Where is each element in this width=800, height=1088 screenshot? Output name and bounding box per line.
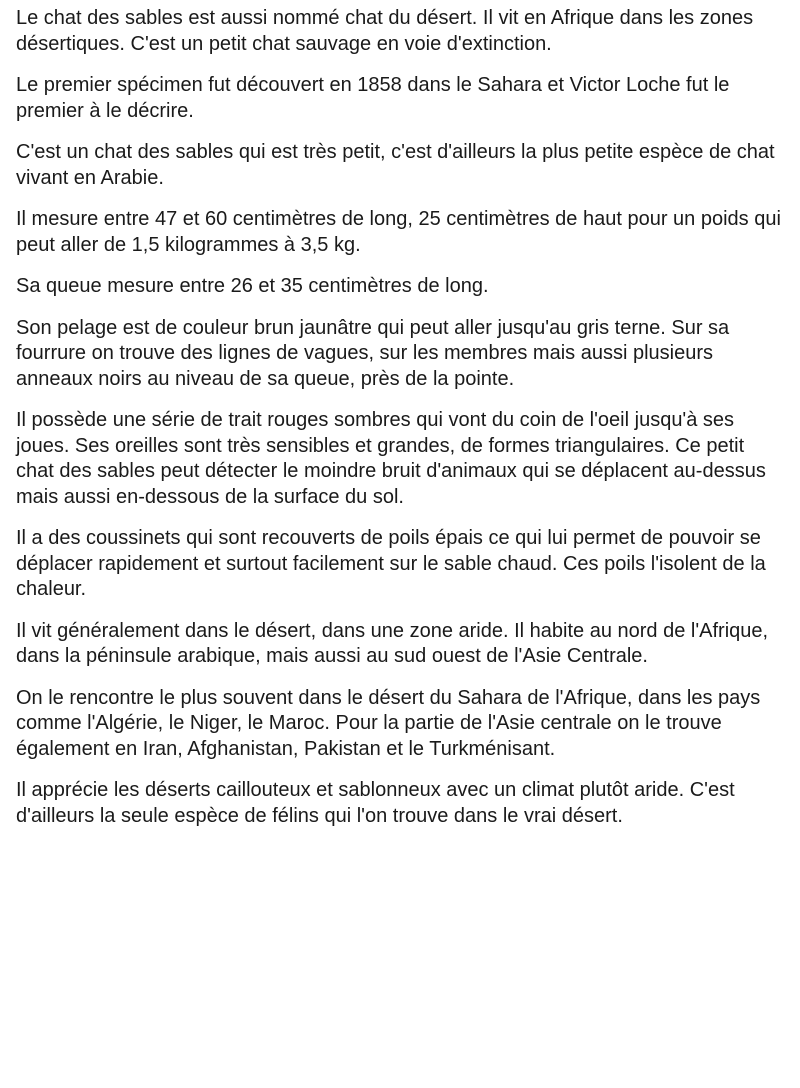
- paragraph-paws: Il a des coussinets qui sont recouverts de poils épais ce qui lui permet de pouvoir se déplacer rapidement et surtout facilement sur le sable chaud. Ces poils l'isolent de la chaleur.: [16, 527, 766, 600]
- paragraph-tail: Sa queue mesure entre 26 et 35 centimètres de long.: [16, 275, 489, 297]
- paragraph-size: C'est un chat des sables qui est très petit, c'est d'ailleurs la plus petite espèce de chat vivant en Arabie.: [16, 141, 775, 189]
- paragraph-habitat: Il vit généralement dans le désert, dans une zone aride. Il habite au nord de l'Afrique, dans la péninsule arabique, mais aussi au sud ouest de l'Asie Centrale.: [16, 619, 769, 667]
- paragraph-range: On le rencontre le plus souvent dans le désert du Sahara de l'Afrique, dans les pays comme l'Algérie, le Niger, le Maroc. Pour la partie de l'Asie centrale on le trouve également en Iran, Afghanistan, Pakistan et le Turkménisant.: [16, 686, 761, 760]
- paragraph-measurements: Il mesure entre 47 et 60 centimètres de long, 25 centimètres de haut pour un poids qui peut aller de 1,5 kilogrammes à 3,5 kg.: [16, 208, 781, 256]
- paragraph-discovery: Le premier spécimen fut découvert en 1858 dans le Sahara et Victor Loche fut le premier à le décrire.: [16, 74, 730, 122]
- paragraph-intro: Le chat des sables est aussi nommé chat du désert. Il vit en Afrique dans les zones désertiques. C'est un petit chat sauvage en voie d'extinction.: [16, 7, 754, 55]
- paragraph-fur: Son pelage est de couleur brun jaunâtre qui peut aller jusqu'au gris terne. Sur sa fourrure on trouve des lignes de vagues, sur les membres mais aussi plusieurs anneaux noirs au niveau de sa queue, près de la pointe.: [16, 316, 730, 390]
- paragraph-deserts: Il apprécie les déserts caillouteux et sablonneux avec un climat plutôt aride. C'est d'ailleurs la seule espèce de félins qui l'on trouve dans le vrai désert.: [16, 779, 735, 827]
- paragraph-face-ears: Il possède une série de trait rouges sombres qui vont du coin de l'oeil jusqu'à ses joues. Ses oreilles sont très sensibles et grandes, de formes triangulaires. Ce petit chat des sables peut détecter le moindre bruit d'animaux qui se déplacent au-dessus mais aussi en-dessous de la surface du sol.: [16, 409, 766, 508]
